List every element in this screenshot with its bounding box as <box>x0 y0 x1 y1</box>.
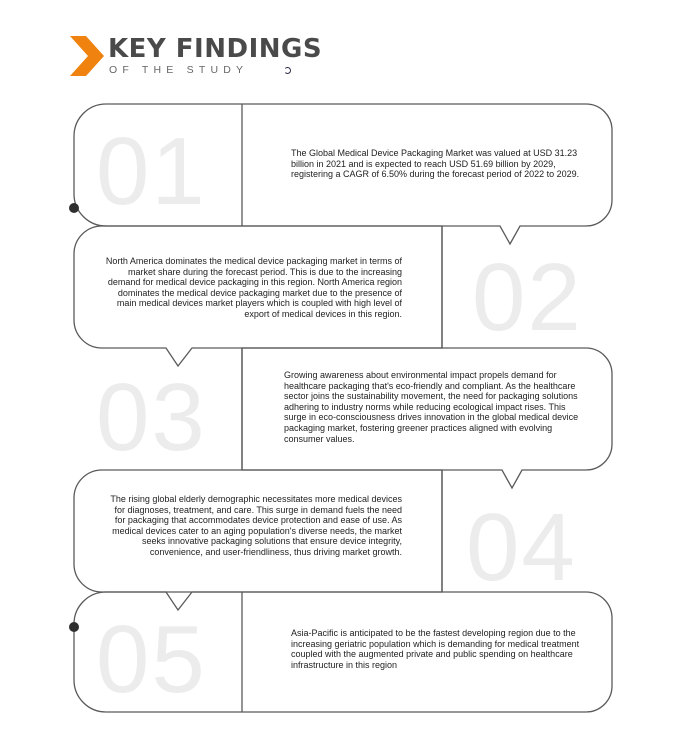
finding-number-03: 03 <box>96 364 207 471</box>
finding-number-04: 04 <box>466 494 577 601</box>
finding-text-03: Growing awareness about environmental impact propels demand for healthcare packaging that's eco-friendly and compliant. As the healthcare sector joins the sustainability movement, the need for packaging solutions adhering to industry norms while reducing ecological impact rises. This surge in eco-consciousness drives innovation in the global medical device packaging market, fostering greener practices aligned with evolving consumer values. <box>284 370 579 444</box>
finding-number-02: 02 <box>472 244 583 351</box>
bullet-dot-icon <box>69 203 79 213</box>
finding-number-05: 05 <box>96 606 207 713</box>
finding-text-05: Asia-Pacific is anticipated to be the fastest developing region due to the increasing geriatric population which is demanding for medical treatment coupled with the augmented private and public spending on healthcare infrastructure in this region <box>291 628 580 670</box>
page-title: KEY FINDINGS <box>108 34 323 64</box>
bullet-dot-icon <box>69 622 79 632</box>
finding-number-01: 01 <box>96 118 207 225</box>
finding-text-02: North America dominates the medical device packaging market in terms of market share during the forecast period. This is due to the increasing demand for medical device packaging in this region. North America region dominates the medical device packaging market due to the presence of main medical devices market players which is coupled with high level of export of medical devices in this region. <box>105 256 402 319</box>
page-subtitle: OF THE STUDY <box>109 64 249 76</box>
finding-text-04: The rising global elderly demographic necessitates more medical devices for diagnoses, treatment, and care. This surge in demand fuels the need for packaging that accommodates device protection and ease of use. As medical devices cater to an aging population's diverse needs, the market seeks innovative packaging solutions that ensure device integrity, convenience, and user-friendliness, thus driving market growth. <box>110 494 402 557</box>
finding-text-01: The Global Medical Device Packaging Market was valued at USD 31.23 billion in 2021 and is expected to reach USD 51.69 billion by 2029, registering a CAGR of 6.50% during the forecast period of 2022 to 2029. <box>291 148 580 180</box>
